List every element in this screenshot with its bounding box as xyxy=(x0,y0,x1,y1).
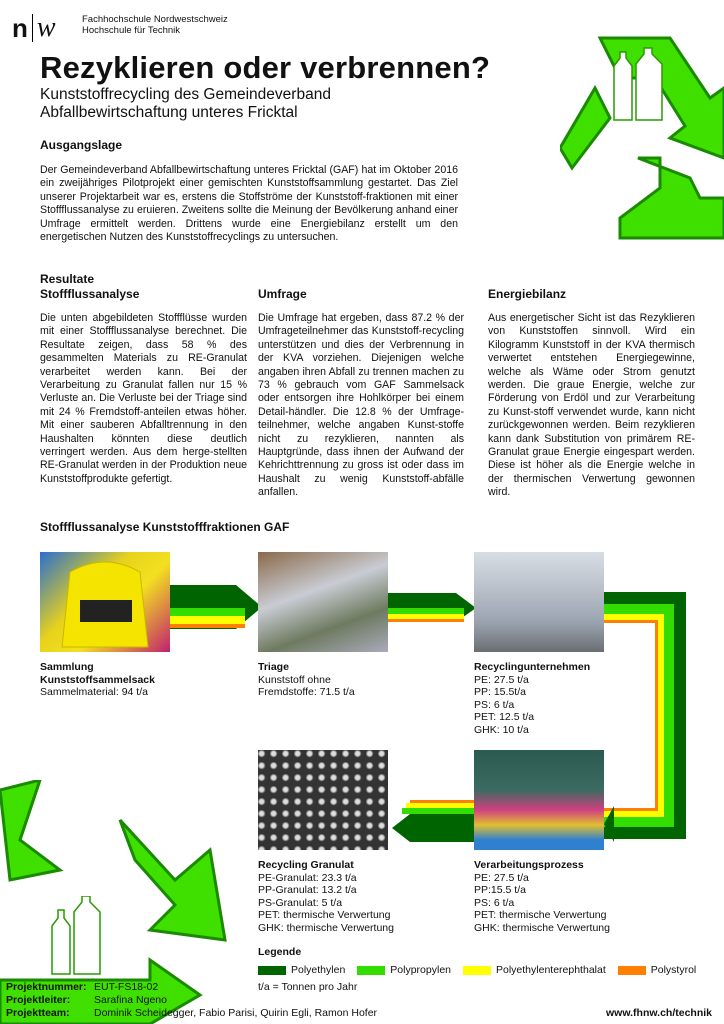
subtitle-line-1: Kunststoffrecycling des Gemeindeverband xyxy=(40,86,331,103)
info-value: Dominik Scheidegger, Fabio Parisi, Quirin Egli, Ramon Hofer xyxy=(94,1007,378,1019)
legend-swatch-ps xyxy=(618,966,646,975)
arrow-recycling-verarbeitung xyxy=(604,592,686,842)
image-recycling-granulat xyxy=(258,750,388,850)
ausgangslage-heading: Ausgangslage xyxy=(40,138,123,152)
stage-line: PE: 27.5 t/a xyxy=(474,871,529,884)
stage-line: PP-Granulat: 13.2 t/a xyxy=(258,884,357,897)
umfrage-text: Die Umfrage hat ergeben, dass 87.2 % der Umfrageteilnehmer das Kunststoff-recycling unterstützen und dies der Verbrennung in der KVA vorziehen. Diejenigen welche angaben ihren Abfall zu trennen machen zu 73 % gebrauch vom GAF Sammelsack oder entsorgen ihre Hohlkörper bei einem Detail-händler. Die 12.8 % der Umfrage-teilnehmer, welche angaben Kunst-stoffe nicht zu rezyklieren, nannten als Hauptgründe, dass ihnen der Aufwand der Kehrichttrennung zu gross ist oder dass im Haushalt zu wenig Kunststoff-abfälle anfallen. xyxy=(258,312,464,499)
stage-verarbeitungsprozess xyxy=(474,859,610,935)
stage-title: Verarbeitungsprozess xyxy=(474,859,584,871)
website-link[interactable]: www.fhnw.ch/technik xyxy=(606,1007,712,1019)
info-key: Projektnummer: xyxy=(6,981,87,993)
info-key: Projektleiter: xyxy=(6,994,71,1006)
stage-line: Fremdstoffe: 71.5 t/a xyxy=(258,686,355,699)
stage-title: Triage xyxy=(258,661,289,673)
stage-sammlung xyxy=(40,661,180,699)
stage-recyclingunternehmen xyxy=(474,661,590,737)
stage-line: PET: thermische Verwertung xyxy=(474,909,607,922)
info-key: Projektteam: xyxy=(6,1007,70,1019)
legend-swatch-pet xyxy=(463,966,491,975)
legend-swatch-pe xyxy=(258,966,286,975)
stage-line: PE: 27.5 t/a xyxy=(474,673,529,686)
stage-line: GHK: 10 t/a xyxy=(474,723,529,736)
image-verarbeitungsprozess xyxy=(474,750,604,850)
logo-n: n xyxy=(12,12,28,43)
subtitle-line-2: Abfallbewirtschaftung unteres Fricktal xyxy=(40,104,298,121)
image-sammelsack xyxy=(40,552,170,652)
info-value: Sarafina Ngeno xyxy=(94,994,167,1006)
energiebilanz-heading: Energiebilanz xyxy=(488,287,567,301)
stage-line: GHK: thermische Verwertung xyxy=(474,921,610,934)
stage-title: Sammlung Kunststoffsammelsack xyxy=(40,661,155,686)
legend-label: Polystyrol xyxy=(650,964,697,976)
legend-label: Polyethylenterephthalat xyxy=(496,964,606,976)
stage-line: PP: 15.5t/a xyxy=(474,686,526,699)
stage-line: Kunststoff ohne xyxy=(258,673,331,686)
stage-line: PS: 6 t/a xyxy=(474,698,515,711)
stoffflussanalyse-text: Die unten abgebildeten Stoffflüsse wurden mit einer Stoffflussanalyse berechnet. Die Resultate zeigen, dass 58 % des gesammelten Materials zu RE-Granulat verarbeitet werden kann. Bei der Verarbeitung zu Granulat fallen nur 15 % Verluste an. Die Verluste bei der Triage sind mit 24 % Fremdstoff-anteilen etwas höher. Mit einer sauberen Abfalltrennung in den Haushalten könnten diese deutlich verringert werden. Aus dem herge-stellten RE-Granulat werden in der Produktion neue Kunststoffprodukte gefertigt. xyxy=(40,312,247,485)
resultate-heading: Resultate xyxy=(40,272,95,286)
image-recyclingunternehmen xyxy=(474,552,604,652)
legend-label: Polyethylen xyxy=(291,964,346,976)
flow-heading: Stoffflussanalyse Kunststofffraktionen GAF xyxy=(40,520,290,534)
stage-line: Sammelmaterial: 94 t/a xyxy=(40,686,148,699)
stage-triage xyxy=(258,661,355,699)
stage-title: Recycling Granulat xyxy=(258,859,354,871)
stage-line: PS: 6 t/a xyxy=(474,896,515,909)
legend-note: t/a = Tonnen pro Jahr xyxy=(258,981,358,993)
stage-line: PE-Granulat: 23.3 t/a xyxy=(258,871,357,884)
energiebilanz-text: Aus energetischer Sicht ist das Rezyklieren von Kunststoffen sinnvoll. Wird ein Kilogramm Kunststoff in der KVA thermisch verwertet entstehen Energiegewinne, welche als Wäme oder Strom genutzt werden. Die graue Energie, welche zur Förderung von Erdöl und zur Verarbeitung zu Kunst-stoff verwendet wurde, kann nicht zurückgewonnen werden. Beim rezyklieren kann dank Substitution von primärem RE-Granulat graue Energie eingespart werden. Diese ist höher als die Energie welche in der thermischen Verwertung gewonnen wird. xyxy=(488,312,695,499)
project-info xyxy=(6,981,377,1020)
legend-swatch-pp xyxy=(357,966,385,975)
stage-line: PET: 12.5 t/a xyxy=(474,711,535,724)
school-line-2: Hochschule für Technik xyxy=(82,25,181,36)
umfrage-heading: Umfrage xyxy=(258,287,307,301)
arrow-triage-recycling xyxy=(388,593,476,622)
image-triage xyxy=(258,552,388,652)
arrow-sammlung-triage xyxy=(165,585,262,629)
stage-line: PS-Granulat: 5 t/a xyxy=(258,896,343,909)
stoffflussanalyse-heading: Stoffflussanalyse xyxy=(40,287,140,301)
stage-recycling-granulat xyxy=(258,859,394,935)
stage-line: GHK: thermische Verwertung xyxy=(258,921,394,934)
school-line-1: Fachhochschule Nordwestschweiz xyxy=(82,14,228,25)
page-title: Rezyklieren oder verbrennen? xyxy=(40,50,491,85)
stage-title: Recyclingunternehmen xyxy=(474,661,591,673)
logo-w: w xyxy=(36,12,56,43)
stage-line: PET: thermische Verwertung xyxy=(258,909,391,922)
info-value: EUT-FS18-02 xyxy=(94,981,159,993)
arrow-verarbeitung-granulat xyxy=(392,800,474,842)
legend-heading: Legende xyxy=(258,946,302,958)
stage-line: PP:15.5 t/a xyxy=(474,884,526,897)
legend-label: Polypropylen xyxy=(390,964,451,976)
ausgangslage-text: Der Gemeindeverband Abfallbewirtschaftung unteres Fricktal (GAF) hat im Oktober 2016 ein zweijähriges Pilotprojekt einer gemischten Kunststoffsammlung gestartet. Das Ziel unserer Projektarbeit war es, erstens die Stoffströme der Kunststoff-fraktionen mit einer Stoffflussanalyse zu eruieren. Zweitens sollte die Meinung der Bevölkerung anhand einer Umfrage ermittelt werden. Drittens wurde eine Energiebilanz erstellt um den energetischen Nutzen des Kunststoffrecyclings zu untersuchen. xyxy=(40,164,458,244)
